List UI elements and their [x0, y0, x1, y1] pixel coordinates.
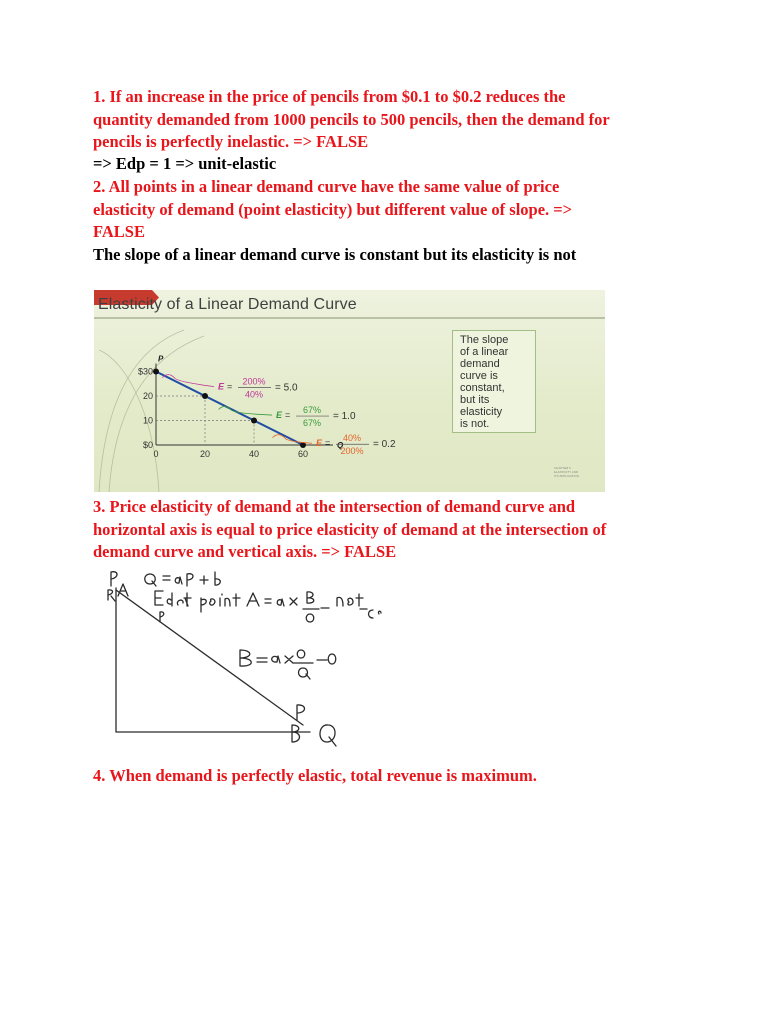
footer-line: ELASTICITY AND — [554, 470, 579, 474]
sketch-letter — [321, 594, 363, 608]
y-tick-label: $30 — [137, 366, 153, 377]
annotation-equals: = — [227, 381, 233, 392]
question-2-answer: The slope of a linear demand curve is constant but its elasticity is not — [93, 245, 577, 264]
note-line: elasticity — [460, 406, 503, 418]
sketch-letter — [306, 614, 314, 622]
question-3-line-2: horizontal axis is equal to price elasticity of demand at the intersection of — [93, 520, 607, 539]
y-tick-label: 10 — [142, 415, 153, 426]
question-3-line-3: demand curve and vertical axis. => FALSE — [93, 542, 397, 561]
sketch-letter — [108, 590, 115, 601]
annotation-numerator: 200% — [242, 376, 266, 387]
annotation-result: = 0.2 — [373, 439, 396, 451]
sketch-letter — [292, 725, 300, 742]
sketch-letter — [233, 594, 240, 606]
annotation-result: = 1.0 — [333, 411, 356, 423]
demand-point — [251, 418, 257, 424]
footer-line: ITS APPLICATION — [554, 474, 579, 478]
sketch-letter — [215, 572, 220, 585]
demand-point — [202, 393, 208, 399]
sketch-letter — [177, 593, 191, 606]
note-line: but its — [460, 394, 490, 406]
y-tick-label: $0 — [142, 440, 153, 450]
chart-axes — [156, 355, 344, 451]
sketch-letter — [118, 584, 128, 596]
question-2-line-3: FALSE — [93, 222, 145, 241]
annotation-denominator: 40% — [244, 389, 264, 400]
x-tick-label: 40 — [248, 449, 260, 459]
sketch-letter — [187, 574, 193, 586]
sketch-letter — [160, 612, 164, 622]
chart-guides — [156, 396, 254, 445]
sketch-letter — [175, 577, 182, 584]
note-line: The slope — [460, 334, 509, 346]
annotation-label: E — [316, 438, 323, 449]
annotation-label: E — [276, 410, 283, 421]
sketch-letter — [265, 599, 271, 603]
handwritten-demand-sketch — [105, 560, 415, 755]
question-1-line-2: quantity demanded from 1000 pencils to 500 pencils, then the demand for — [93, 110, 610, 129]
question-4-line-1: 4. When demand is perfectly elastic, total revenue is maximum. — [93, 766, 537, 785]
decorative-swirls — [99, 330, 204, 492]
slide-footer — [554, 466, 594, 478]
annotation-denominator: 200% — [340, 446, 364, 457]
annotation-numerator: 67% — [302, 405, 322, 416]
question-1-answer: => Edp = 1 => unit-elastic — [93, 154, 277, 173]
x-tick-label: 20 — [199, 449, 211, 459]
x-tick-label: 0 — [153, 449, 159, 459]
chart-annotations — [162, 375, 396, 457]
sketch-letter — [240, 650, 251, 666]
sketch-letter — [360, 609, 381, 618]
note-line: is not. — [460, 418, 490, 430]
sketch-letter — [307, 592, 314, 603]
y-axis-label: P — [158, 354, 164, 364]
demand-point — [153, 369, 159, 375]
question-2-line-1: 2. All points in a linear demand curve have the same value of price — [93, 177, 560, 196]
question-2-line-2: elasticity of demand (point elasticity) but different value of slope. => — [93, 200, 573, 219]
sketch-letter — [317, 654, 336, 664]
annotation-label: E — [218, 381, 225, 392]
sketch-letter — [200, 576, 208, 584]
sketch-letter — [272, 656, 293, 663]
annotation-equals: = — [285, 410, 291, 421]
note-line: curve is — [460, 370, 498, 382]
sketch-letter — [247, 593, 259, 606]
sketch-letter — [297, 650, 305, 658]
annotation-numerator: 40% — [342, 433, 362, 444]
sketch-letter — [145, 574, 156, 586]
sketch-letter — [155, 591, 163, 605]
question-3-line-1: 3. Price elasticity of demand at the intersection of demand curve and — [93, 497, 576, 516]
sketch-letter — [220, 594, 230, 606]
sketch-letter — [290, 598, 297, 605]
sketch-letter — [320, 725, 336, 746]
slope-note-box — [452, 330, 536, 433]
sketch-letter — [167, 593, 172, 606]
question-1-line-3: pencils is perfectly inelastic. => FALSE — [93, 132, 369, 151]
sketch-demand-line — [116, 590, 303, 725]
sketch-letter — [163, 576, 170, 580]
sketch-letter — [201, 598, 206, 612]
elasticity-slide-figure — [94, 290, 605, 492]
question-1-line-1: 1. If an increase in the price of pencils from $0.1 to $0.2 reduces the — [93, 87, 566, 106]
y-tick-label: 20 — [142, 391, 153, 401]
sketch-letter — [257, 658, 267, 662]
annotation-brace — [162, 375, 214, 387]
sketch-letter — [111, 572, 117, 586]
footer-line: CHAPTER 5 — [554, 466, 571, 470]
sketch-letter — [277, 599, 284, 606]
x-axis-label: Q — [337, 441, 344, 450]
note-line: constant, — [460, 382, 505, 394]
slide-title: Elasticity of a Linear Demand Curve — [98, 296, 357, 313]
sketch-letter — [210, 599, 215, 605]
note-line: demand — [460, 358, 500, 370]
sketch-letter — [299, 668, 311, 679]
annotation-result: = 5.0 — [275, 382, 298, 394]
annotation-denominator: 67% — [302, 418, 322, 429]
x-tick-label: 60 — [297, 449, 309, 459]
note-line: of a linear — [460, 346, 509, 358]
annotation-equals: = — [325, 438, 331, 449]
sketch-letter — [297, 705, 305, 720]
